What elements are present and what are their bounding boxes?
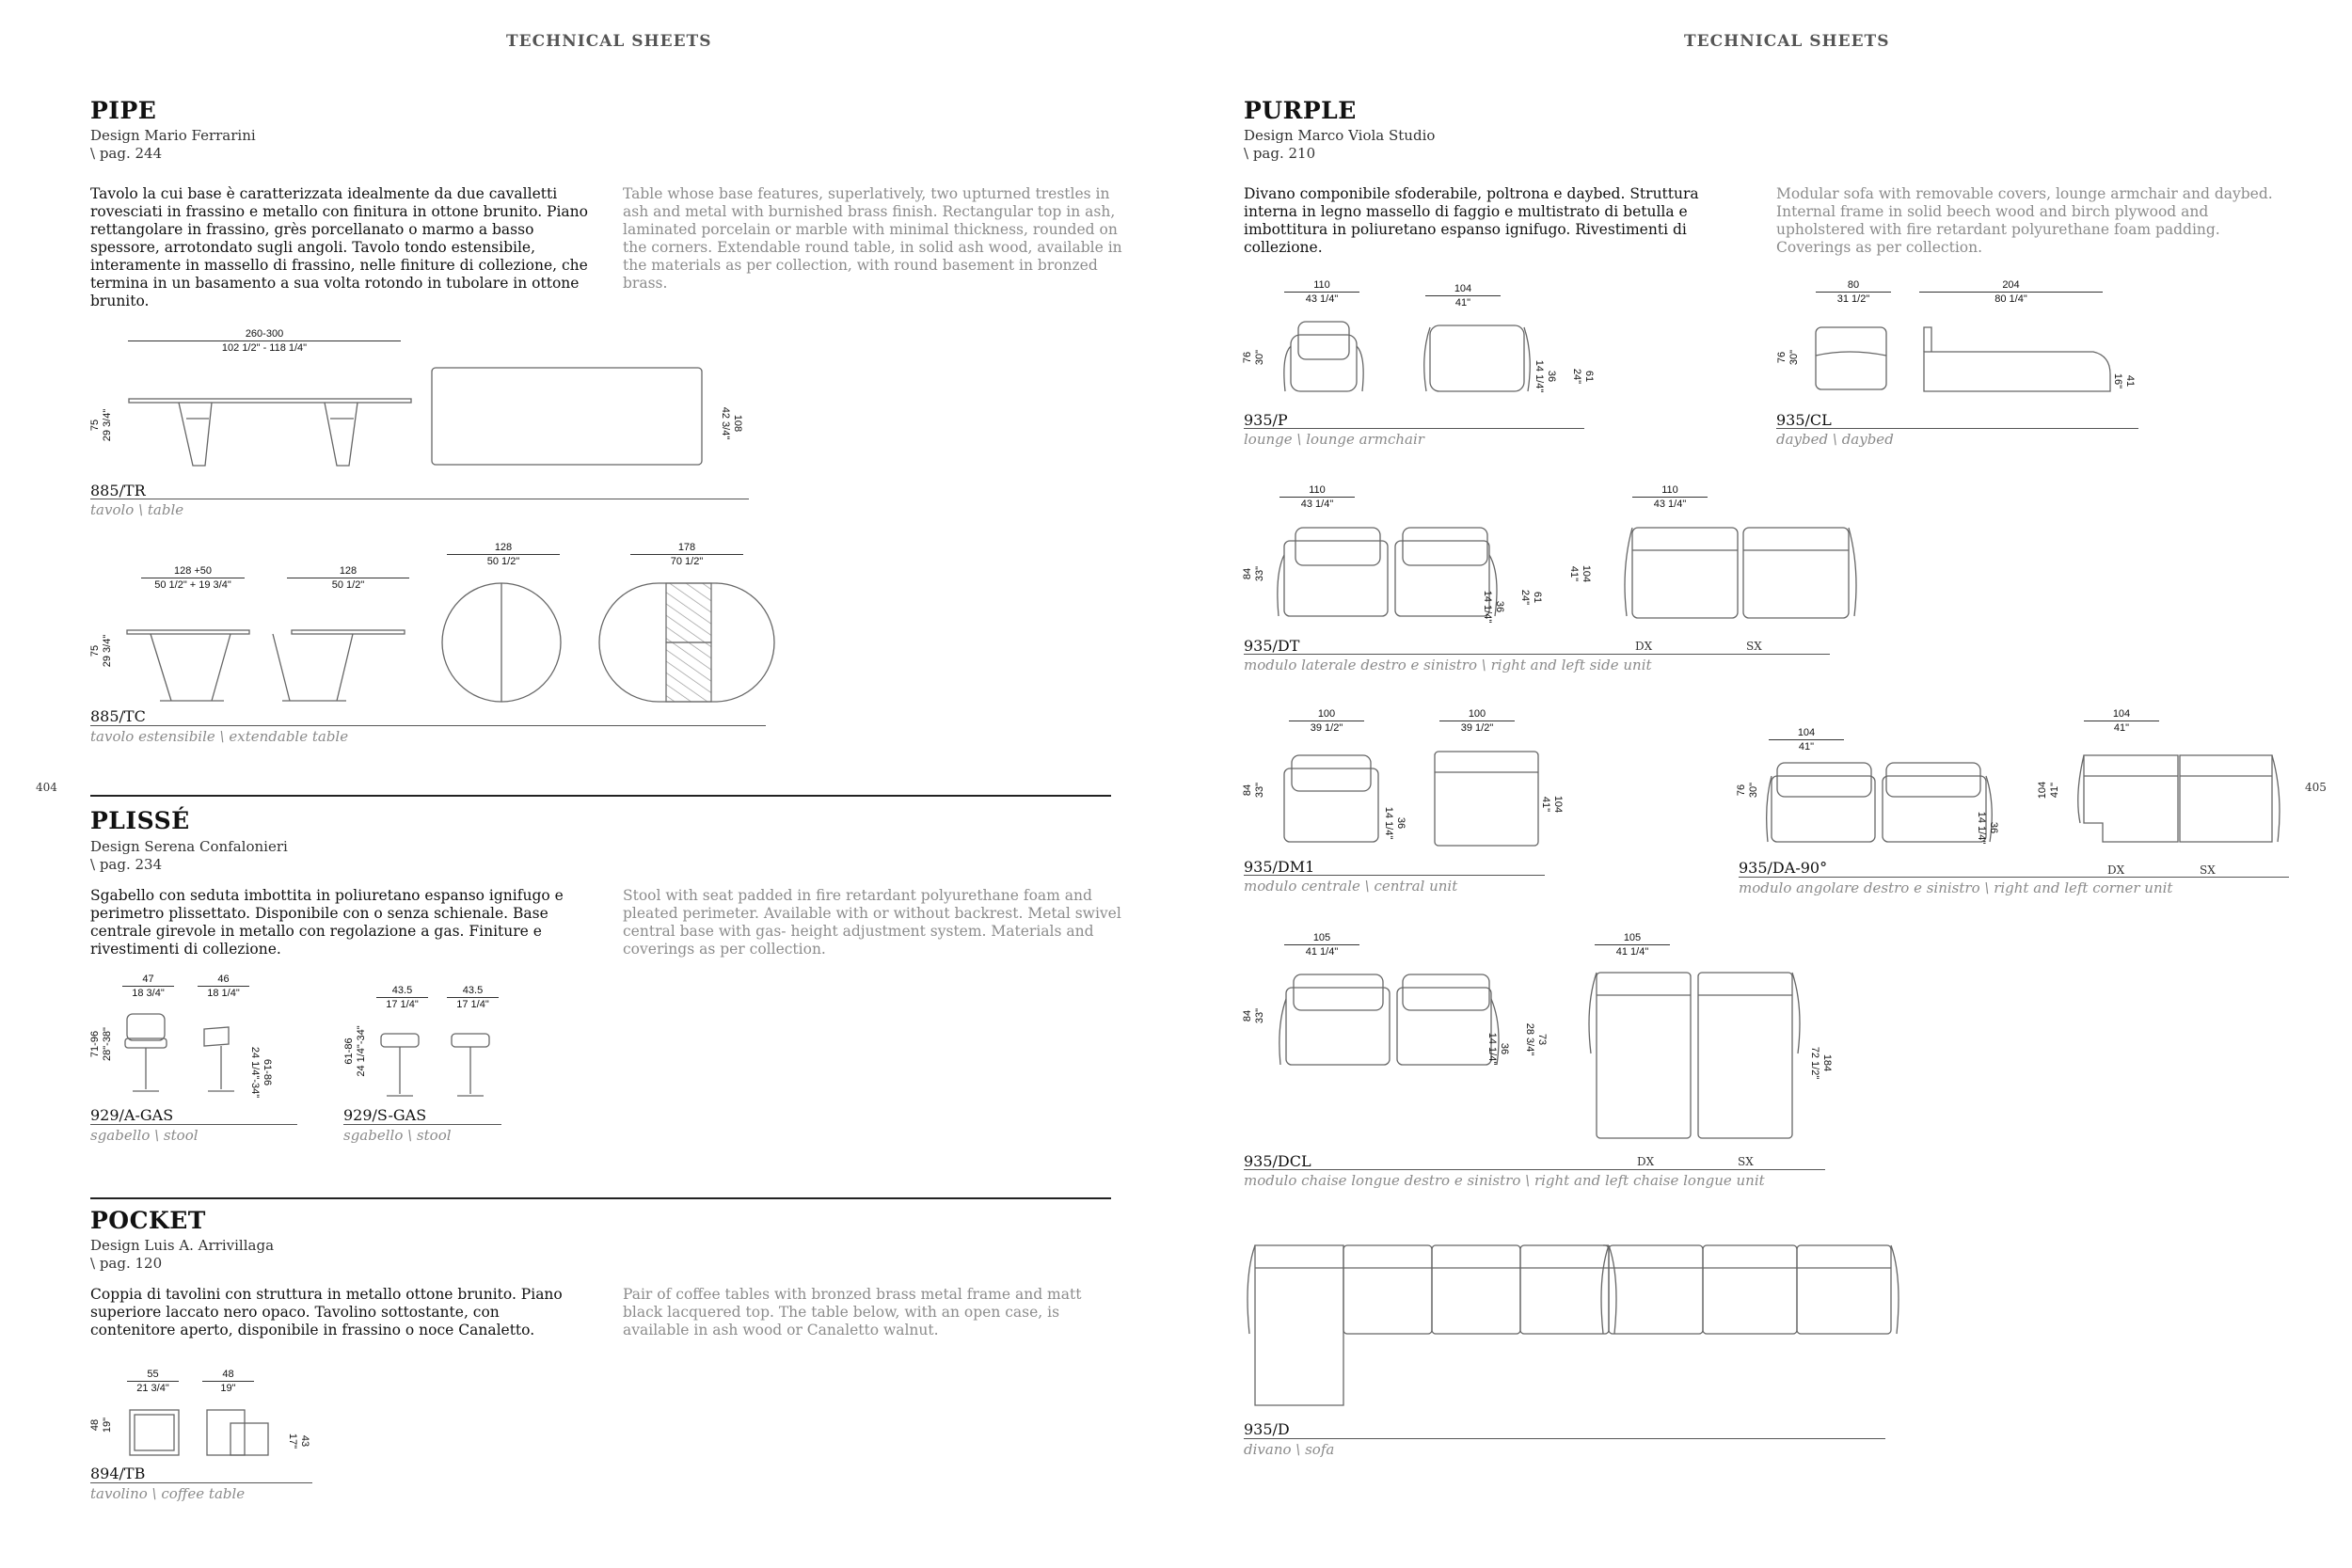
- pipe-tc-height-dim: 75 29 3/4": [89, 634, 113, 668]
- plisse-text-en: Stool with seat padded in fire retardant polyurethane foam and pleated perimeter. Available with or without backrest. Metal swivel central base with gas- height adjustment system. Materials and coverings as per collection.: [623, 887, 1121, 958]
- pipe-tc-underline: [90, 725, 766, 726]
- plisse-s-drawing: [372, 1030, 522, 1101]
- plisse-a-underline: [90, 1124, 297, 1125]
- purple-dt-dx: DX: [1635, 640, 1653, 653]
- purple-p-code: 935/P: [1244, 411, 1288, 429]
- purple-dt-desc: modulo laterale destro e sinistro \ right and left side unit: [1244, 657, 1652, 673]
- purple-dcl-drawing: [1275, 969, 1820, 1143]
- purple-dcl-dx: DX: [1637, 1155, 1655, 1168]
- plisse-a-h1-dim: 71-96 28"-38": [89, 1027, 113, 1061]
- pipe-tr-desc: tavolo \ table: [90, 501, 184, 518]
- pipe-tc-plan: [442, 574, 781, 715]
- pocket-underline: [90, 1482, 312, 1483]
- purple-p-s-dim: 36 14 1/4": [1534, 359, 1557, 393]
- pipe-tc-w4-dim: 178 70 1/2": [630, 541, 743, 568]
- purple-p-a-dim: 61 24": [1571, 368, 1595, 385]
- purple-dm1-w2-dim: 100 39 1/2": [1439, 707, 1515, 735]
- purple-da-h-dim: 76 30": [1736, 782, 1759, 799]
- purple-dcl-w2-dim: 105 41 1/4": [1595, 931, 1670, 958]
- purple-p-underline: [1244, 428, 1584, 429]
- pocket-drawing: [122, 1406, 282, 1463]
- purple-da-code: 935/DA-90°: [1739, 859, 1828, 877]
- pocket-w1-dim: 55 21 3/4": [127, 1368, 179, 1395]
- pipe-tc-desc: tavolo estensibile \ extendable table: [90, 728, 349, 745]
- purple-dcl-desc: modulo chaise longue destro e sinistro \ right and left chaise longue unit: [1244, 1172, 1765, 1189]
- purple-title: PURPLE: [1244, 97, 1357, 124]
- purple-dm1-s-dim: 36 14 1/4": [1383, 806, 1406, 840]
- pipe-page-ref: \ pag. 244: [90, 145, 163, 162]
- purple-dm1-code: 935/DM1: [1244, 858, 1315, 876]
- plisse-a-desc: sgabello \ stool: [90, 1127, 199, 1144]
- page-number-left: 404: [36, 781, 57, 794]
- pocket-title: POCKET: [90, 1207, 206, 1234]
- purple-dcl-underline: [1244, 1169, 1825, 1170]
- pipe-tr-height-dim: 75 29 3/4": [89, 408, 113, 442]
- purple-cl-w2-dim: 204 80 1/4": [1919, 278, 2103, 306]
- section-divider-2: [90, 1197, 1111, 1199]
- purple-da-d-dim: 104 41": [2037, 781, 2060, 800]
- header-right: TECHNICAL SHEETS: [1684, 32, 1890, 51]
- purple-p-w2-dim: 104 41": [1425, 282, 1501, 309]
- purple-cl-h-dim: 76 30": [1776, 349, 1800, 366]
- pipe-tr-depth-dim: 108 42 3/4": [720, 406, 743, 440]
- pocket-desc: tavolino \ coffee table: [90, 1485, 246, 1502]
- purple-dcl-h-dim: 84 33": [1242, 1007, 1265, 1024]
- purple-dt-d-dim: 104 41": [1568, 564, 1592, 583]
- purple-da-dx: DX: [2107, 863, 2125, 877]
- purple-cl-s-dim: 41 16": [2112, 372, 2136, 389]
- pipe-tc-elevation: [122, 621, 433, 715]
- pipe-tc-w3-dim: 128 50 1/2": [447, 541, 560, 568]
- plisse-a-drawing: [118, 1010, 268, 1095]
- plisse-a-code: 929/A-GAS: [90, 1106, 174, 1124]
- plisse-s-w1-dim: 43.5 17 1/4": [376, 984, 428, 1011]
- purple-dcl-sx: SX: [1738, 1155, 1754, 1168]
- purple-dm1-underline: [1244, 875, 1545, 876]
- pipe-tr-elevation: [122, 362, 423, 475]
- pocket-w2-dim: 48 19": [202, 1368, 254, 1395]
- pipe-tc-code: 885/TC: [90, 707, 146, 725]
- purple-designer: Design Marco Viola Studio: [1244, 127, 1436, 144]
- purple-dcl-s-dim: 36 14 1/4": [1486, 1032, 1510, 1066]
- plisse-text-it: Sgabello con seduta imbottita in poliuretano espanso ignifugo e perimetro plissettato. Disponibile con o senza schienale. Base centrale girevole in metallo con regolazione a gas. Finiture e rivestimenti di collezione.: [90, 887, 564, 958]
- purple-d-code: 935/D: [1244, 1420, 1290, 1438]
- purple-cl-w1-dim: 80 31 1/2": [1816, 278, 1891, 306]
- purple-cl-drawing: [1811, 318, 2131, 403]
- purple-dm1-d-dim: 104 41": [1540, 795, 1564, 814]
- purple-dt-sx: SX: [1746, 640, 1762, 653]
- purple-d-underline: [1244, 1438, 1885, 1439]
- pipe-tr-width-dim: 260-300 102 1/2" - 118 1/4": [128, 327, 401, 355]
- pipe-text-it: Tavolo la cui base è caratterizzata idealmente da due cavalletti rovesciati in frassino e metallo con finitura in ottone brunito. Piano rettangolare in frassino, grès porcellanato o marmo a basso spessore, arrotondato sugli angoli. Tavolo tondo estensibile, interamente in massello di frassino, nelle finiture di collezione, che termina in un basamento a sua volta rotondo in tubolare in ottone brunito.: [90, 185, 588, 309]
- purple-dm1-desc: modulo centrale \ central unit: [1244, 878, 1458, 895]
- purple-d-desc: divano \ sofa: [1244, 1441, 1335, 1458]
- purple-dt-code: 935/DT: [1244, 637, 1300, 655]
- purple-dm1-drawing: [1275, 748, 1557, 851]
- plisse-s-h1-dim: 61-86 24 1/4"-34": [343, 1025, 367, 1077]
- purple-dcl-d-dim: 184 72 1/2": [1809, 1046, 1833, 1080]
- plisse-s-desc: sgabello \ stool: [343, 1127, 452, 1144]
- plisse-s-underline: [343, 1124, 501, 1125]
- pocket-h1-dim: 48 19": [89, 1417, 113, 1433]
- purple-p-drawing: [1279, 318, 1562, 403]
- purple-dt-s-dim: 36 14 1/4": [1482, 590, 1505, 624]
- purple-da-s-dim: 36 14 1/4": [1976, 811, 1999, 845]
- purple-cl-code: 935/CL: [1776, 411, 1832, 429]
- purple-dt-underline: [1244, 654, 1830, 655]
- purple-dcl-w1-dim: 105 41 1/4": [1284, 931, 1359, 958]
- purple-text-it: Divano componibile sfoderabile, poltrona e daybed. Struttura interna in legno massello di faggio e multistrato di betulla e imbottitura in poliuretano espanso ignifugo. Rivestimenti di collezione.: [1244, 185, 1699, 256]
- pocket-page-ref: \ pag. 120: [90, 1255, 163, 1272]
- pocket-text-en: Pair of coffee tables with bronzed brass metal frame and matt black lacquered top. The table below, with an open case, is available in ash wood or Canaletto walnut.: [623, 1286, 1082, 1338]
- pipe-designer: Design Mario Ferrarini: [90, 127, 256, 144]
- purple-dm1-h-dim: 84 33": [1242, 782, 1265, 799]
- plisse-page-ref: \ pag. 234: [90, 856, 163, 873]
- plisse-designer: Design Serena Confalonieri: [90, 838, 288, 855]
- purple-da-w2-dim: 104 41": [2084, 707, 2159, 735]
- purple-page-ref: \ pag. 210: [1244, 145, 1316, 162]
- pipe-tr-code: 885/TR: [90, 482, 146, 499]
- plisse-a-w2-dim: 46 18 1/4": [198, 973, 249, 1000]
- purple-cl-underline: [1776, 428, 2138, 429]
- purple-da-sx: SX: [2200, 863, 2216, 877]
- purple-dt-w2-dim: 110 43 1/4": [1632, 483, 1708, 511]
- plisse-a-w1-dim: 47 18 3/4": [122, 973, 174, 1000]
- section-divider-1: [90, 795, 1111, 797]
- pipe-tc-w1-dim: 128 +50 50 1/2" + 19 3/4": [141, 564, 245, 592]
- plisse-s-w2-dim: 43.5 17 1/4": [447, 984, 499, 1011]
- purple-cl-desc: daybed \ daybed: [1776, 431, 1894, 448]
- pocket-designer: Design Luis A. Arrivillaga: [90, 1237, 275, 1254]
- header-left: TECHNICAL SHEETS: [506, 32, 712, 51]
- purple-dcl-code: 935/DCL: [1244, 1152, 1311, 1170]
- purple-p-h-dim: 76 30": [1242, 349, 1265, 366]
- purple-d-drawing-right: [1599, 1240, 1919, 1343]
- purple-dcl-a-dim: 73 28 3/4": [1524, 1022, 1548, 1056]
- pipe-tc-w2-dim: 128 50 1/2": [287, 564, 409, 592]
- purple-text-en: Modular sofa with removable covers, lounge armchair and daybed. Internal frame in solid beech wood and birch plywood and upholstered with fire retardant polyurethane foam padding. Coverings as per collection.: [1776, 185, 2273, 256]
- purple-dt-drawing: [1275, 522, 1858, 626]
- plisse-a-h2-dim: 61-86 24 1/4"-34": [249, 1046, 273, 1099]
- purple-p-desc: lounge \ lounge armchair: [1244, 431, 1424, 448]
- purple-da-desc: modulo angolare destro e sinistro \ right and left corner unit: [1739, 879, 2173, 896]
- purple-dm1-w1-dim: 100 39 1/2": [1289, 707, 1364, 735]
- pipe-tr-plan: [428, 365, 710, 468]
- plisse-title: PLISSÉ: [90, 807, 190, 834]
- purple-dt-a-dim: 61 24": [1519, 589, 1543, 606]
- pocket-h2-dim: 43 17": [287, 1433, 310, 1449]
- pipe-title: PIPE: [90, 97, 157, 124]
- pocket-text-it: Coppia di tavolini con struttura in metallo ottone brunito. Piano superiore laccato nero opaco. Tavolino sottostante, con contenitore aperto, disponibile in frassino o noce Canaletto.: [90, 1286, 563, 1338]
- purple-da-underline: [1739, 877, 2289, 878]
- pipe-text-en: Table whose base features, superlatively, two upturned trestles in ash and metal with burnished brass finish. Rectangular top in ash, laminated porcelain or marble with minimal thickness, rounded on the corners. Extendable round table, in solid ash wood, available in the materials as per collection, with round basement in bronzed brass.: [623, 185, 1122, 292]
- purple-p-w1-dim: 110 43 1/4": [1284, 278, 1359, 306]
- purple-dt-h-dim: 84 33": [1242, 565, 1265, 582]
- purple-da-drawing: [1764, 748, 2291, 851]
- purple-da-w1-dim: 104 41": [1769, 726, 1844, 753]
- purple-dt-w1-dim: 110 43 1/4": [1279, 483, 1355, 511]
- page-number-right: 405: [2305, 781, 2327, 794]
- pocket-code: 894/TB: [90, 1465, 146, 1482]
- plisse-s-code: 929/S-GAS: [343, 1106, 427, 1124]
